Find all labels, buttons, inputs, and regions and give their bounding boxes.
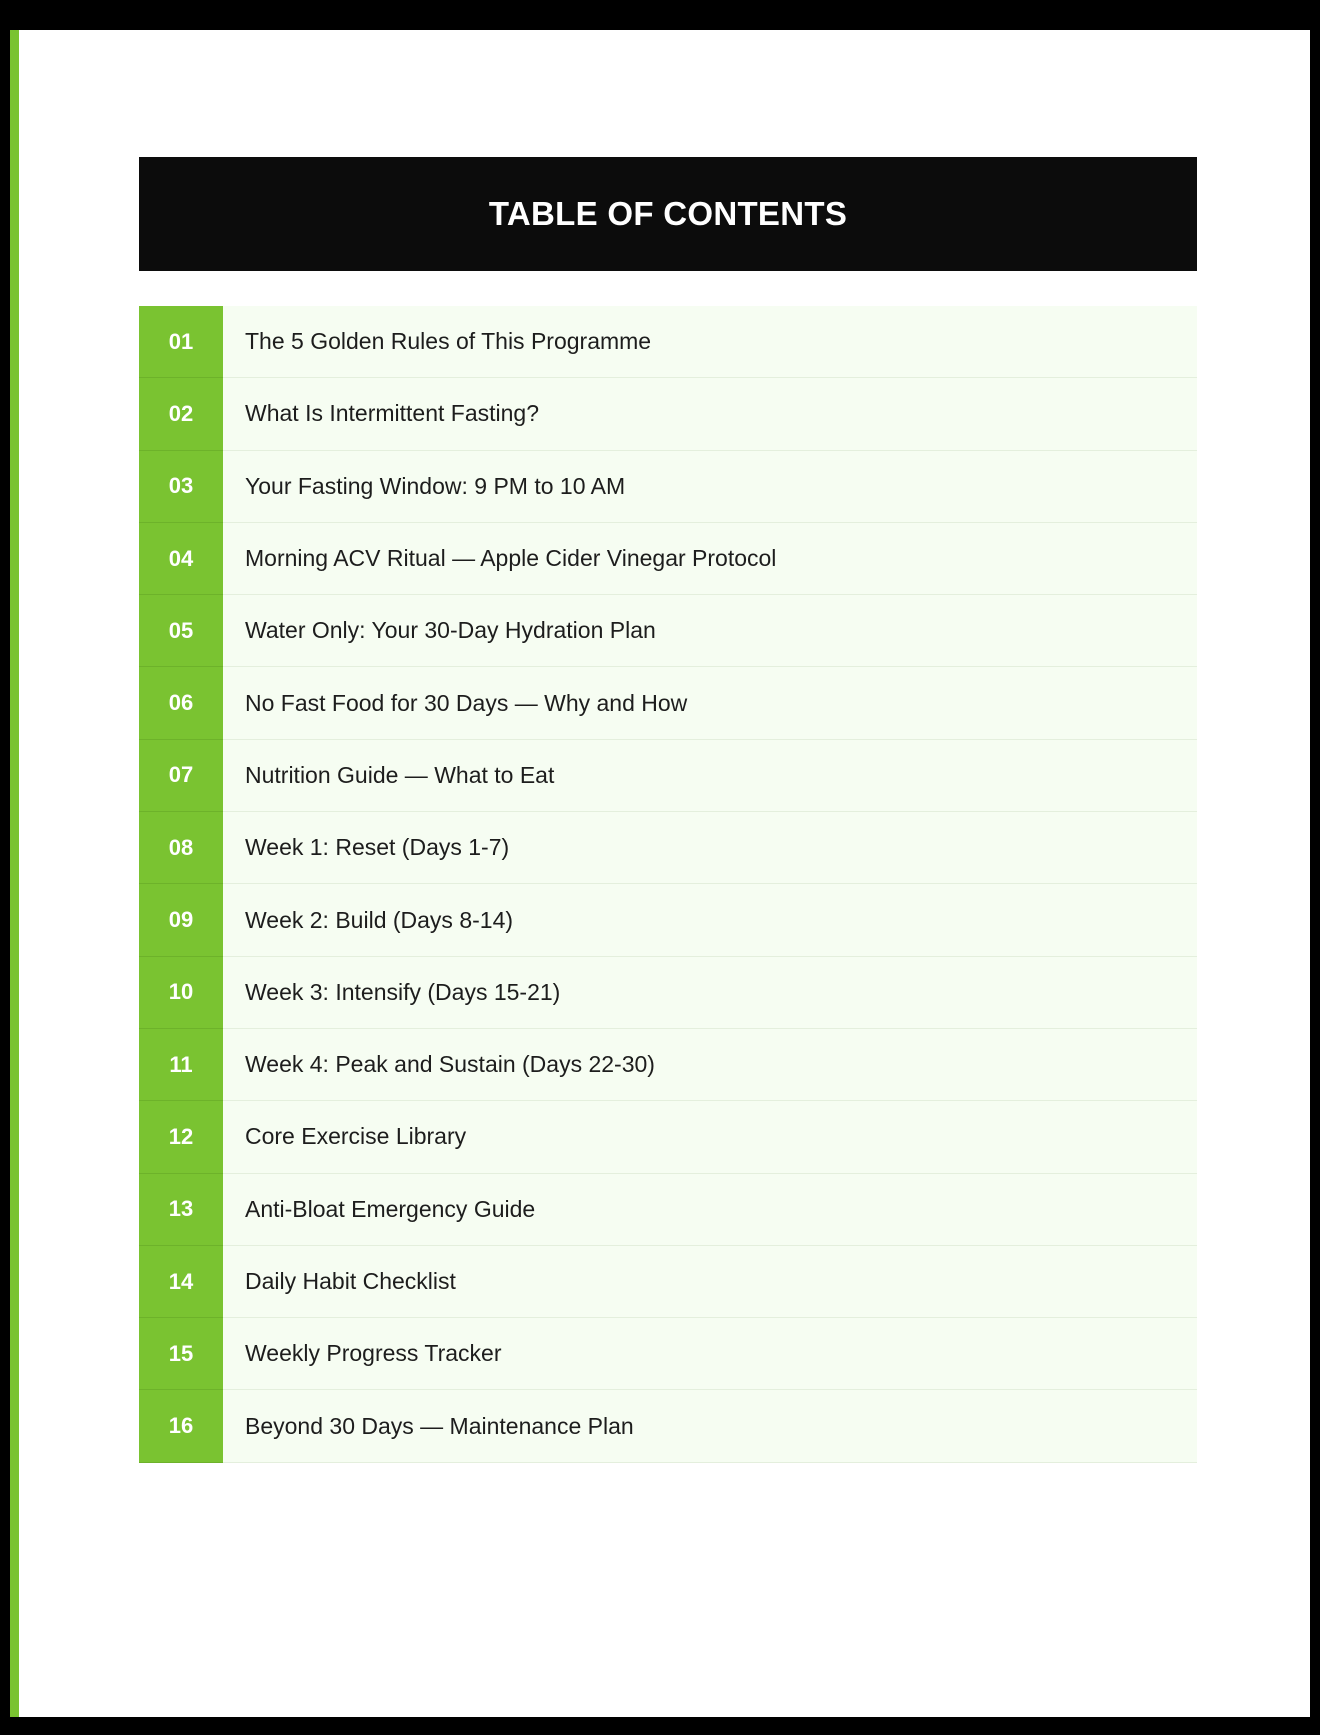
toc-item[interactable] <box>139 378 1197 450</box>
toc-item-number: 12 <box>139 1101 223 1173</box>
toc-item[interactable] <box>139 1029 1197 1101</box>
toc-item-number: 13 <box>139 1174 223 1246</box>
toc-item-number: 08 <box>139 812 223 884</box>
toc-item-title: What Is Intermittent Fasting? <box>245 400 540 427</box>
left-accent-bar <box>10 30 19 1717</box>
toc-item-title: Beyond 30 Days — Maintenance Plan <box>245 1412 634 1439</box>
toc-item-number: 16 <box>139 1390 223 1462</box>
toc-item[interactable] <box>139 1174 1197 1246</box>
toc-item[interactable] <box>139 740 1197 812</box>
toc-item-number: 09 <box>139 884 223 956</box>
toc-item[interactable] <box>139 667 1197 739</box>
toc-item[interactable] <box>139 1390 1197 1462</box>
toc-item-number: 04 <box>139 523 223 595</box>
page-title: TABLE OF CONTENTS <box>488 195 848 232</box>
toc-item-title: Morning ACV Ritual — Apple Cider Vinegar Protocol <box>245 545 777 572</box>
toc-item[interactable] <box>139 957 1197 1029</box>
toc-list <box>139 306 1197 1463</box>
toc-item-number: 10 <box>139 957 223 1029</box>
document-page <box>10 30 1310 1717</box>
toc-item-title: Water Only: Your 30-Day Hydration Plan <box>245 617 656 644</box>
toc-item-title: Weekly Progress Tracker <box>245 1340 502 1367</box>
toc-item-number: 15 <box>139 1318 223 1390</box>
toc-item[interactable] <box>139 306 1197 378</box>
toc-item-number: 11 <box>139 1029 223 1101</box>
toc-item[interactable] <box>139 1101 1197 1173</box>
toc-item-title: Week 2: Build (Days 8-14) <box>245 906 514 933</box>
toc-item-title: Week 3: Intensify (Days 15-21) <box>245 978 561 1005</box>
toc-header <box>139 157 1197 271</box>
toc-item-title: Week 1: Reset (Days 1-7) <box>245 834 510 861</box>
toc-item-number: 14 <box>139 1246 223 1318</box>
toc-item-title: The 5 Golden Rules of This Programme <box>245 328 652 355</box>
toc-item[interactable] <box>139 595 1197 667</box>
toc-item-title: Daily Habit Checklist <box>245 1268 456 1294</box>
toc-item-title: Anti-Bloat Emergency Guide <box>245 1195 536 1222</box>
toc-item-number: 06 <box>139 667 223 739</box>
toc-item[interactable] <box>139 884 1197 956</box>
toc-item-number: 02 <box>139 378 223 450</box>
toc-item[interactable] <box>139 1318 1197 1390</box>
toc-item[interactable] <box>139 523 1197 595</box>
toc-item-title: Nutrition Guide — What to Eat <box>245 761 555 788</box>
toc-item-number: 03 <box>139 451 223 523</box>
toc-item[interactable] <box>139 812 1197 884</box>
toc-item-title: Your Fasting Window: 9 PM to 10 AM <box>245 472 626 499</box>
toc-item[interactable] <box>139 451 1197 523</box>
toc-item-number: 07 <box>139 740 223 812</box>
toc-item-title: No Fast Food for 30 Days — Why and How <box>245 689 688 716</box>
toc-item-number: 05 <box>139 595 223 667</box>
toc-item-title: Week 4: Peak and Sustain (Days 22-30) <box>245 1051 655 1078</box>
toc-item[interactable] <box>139 1246 1197 1318</box>
toc-item-number: 01 <box>139 306 223 378</box>
toc-item-title: Core Exercise Library <box>245 1123 467 1150</box>
